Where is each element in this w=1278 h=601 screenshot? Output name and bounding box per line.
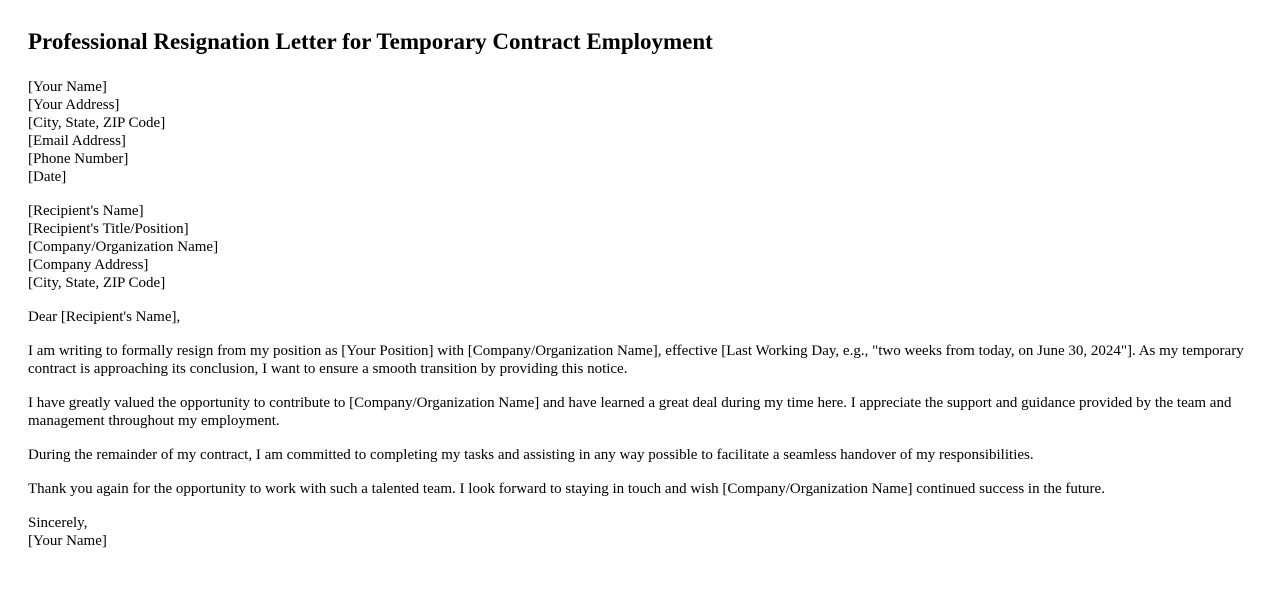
sender-name: [Your Name]: [28, 79, 107, 95]
sender-address: [Your Address]: [28, 97, 120, 113]
recipient-city-state-zip: [City, State, ZIP Code]: [28, 275, 166, 291]
recipient-company: [Company/Organization Name]: [28, 239, 219, 255]
body-paragraph-3: During the remainder of my contract, I am committed to completing my tasks and assisting in any way possible to facilitate a seamless handover of my responsibilities.: [28, 447, 1034, 463]
sender-email: [Email Address]: [28, 133, 126, 149]
sender-city-state-zip: [City, State, ZIP Code]: [28, 115, 166, 131]
recipient-name: [Recipient's Name]: [28, 203, 144, 219]
body-paragraph-4: Thank you again for the opportunity to work with such a talented team. I look forward to staying in touch and wish [Company/Organization Name] continued success in the future.: [28, 481, 1105, 497]
letter-date: [Date]: [28, 169, 67, 185]
sender-address-block: [28, 78, 1250, 186]
page-title: Professional Resignation Letter for Temporary Contract Employment: [28, 29, 713, 54]
signature-name: [Your Name]: [28, 533, 107, 549]
salutation: Dear [Recipient's Name],: [28, 309, 181, 325]
sender-phone: [Phone Number]: [28, 151, 129, 167]
recipient-company-address: [Company Address]: [28, 257, 149, 273]
body-paragraph-1: I am writing to formally resign from my position as [Your Position] with [Company/Organization Name], effective [Last Working Day, e.g., "two weeks from today, on June 30, 2024"]. As my temporary contract is approaching its conclusion, I want to ensure a smooth transition by providing this notice.: [28, 343, 1244, 377]
recipient-title: [Recipient's Title/Position]: [28, 221, 189, 237]
body-paragraph-2: I have greatly valued the opportunity to contribute to [Company/Organization Name] and have learned a great deal during my time here. I appreciate the support and guidance provided by the team and management throughout my employment.: [28, 395, 1232, 429]
recipient-address-block: [28, 202, 1250, 292]
closing: Sincerely,: [28, 515, 88, 531]
closing-block: [28, 514, 1250, 550]
